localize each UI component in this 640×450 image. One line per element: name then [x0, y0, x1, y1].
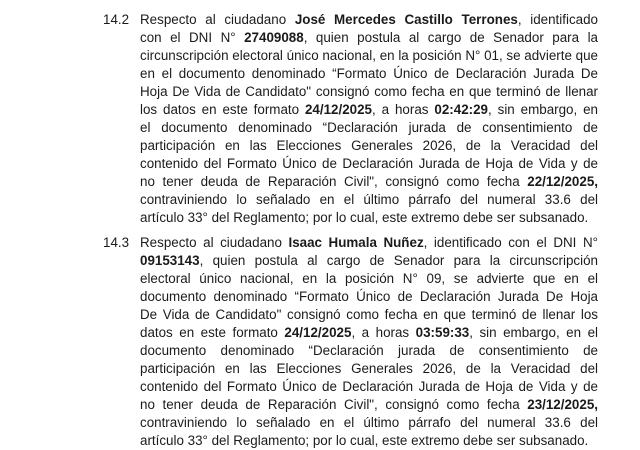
- text-segment: artículo 33° del Reglamento; por lo cual, este extremo debe ser subsanado.: [140, 210, 589, 225]
- paragraph-line: [140, 342, 598, 360]
- text-segment: participación en las Elecciones Generales 2026, de la Veracidad del: [140, 138, 598, 153]
- paragraph-line: [140, 137, 598, 155]
- text-segment: , a horas: [372, 102, 435, 117]
- text-segment: contraviniendo lo señalado en el último párrafo del numeral 33.6 del: [140, 192, 598, 207]
- paragraph-line: [140, 432, 598, 450]
- paragraph-line: [140, 209, 598, 227]
- text-segment: , sin embargo, en: [488, 102, 599, 117]
- text-segment: , a horas: [351, 325, 416, 340]
- emphasis-text: 24/12/2025: [284, 325, 352, 340]
- emphasis-text: José Mercedes Castillo Terrones: [294, 12, 518, 27]
- paragraph-line: [140, 47, 598, 65]
- text-segment: en el documento denominado “Formato Único de Declaración Jurada De: [140, 66, 598, 81]
- text-segment: Respecto al ciudadano: [140, 235, 289, 250]
- text-segment: participación en las Elecciones Generales 2026, de la Veracidad del: [140, 361, 598, 376]
- paragraph-number: 14.3: [103, 235, 130, 250]
- text-segment: los datos en este formato: [140, 102, 305, 117]
- paragraph-14-2: [103, 11, 640, 227]
- paragraph-line: [140, 306, 598, 324]
- emphasis-text: 22/12/2025,: [527, 174, 598, 189]
- text-segment: , quien postula al cargo de Senador para la: [303, 30, 599, 45]
- text-segment: datos en este formato: [140, 325, 285, 340]
- paragraph-line: [140, 414, 598, 432]
- paragraph-line: [140, 288, 598, 306]
- paragraph-line: [140, 191, 598, 209]
- paragraph-line: [140, 378, 598, 396]
- paragraph-line: [140, 119, 598, 137]
- text-segment: no tener deuda de Reparación Civil", consignó como fecha: [140, 397, 528, 412]
- paragraph-line: [140, 101, 598, 119]
- emphasis-text: Isaac Humala Nuñez: [288, 235, 424, 250]
- text-segment: circunscripción electoral único nacional, en la posición N° 01, se advierte que: [140, 48, 598, 63]
- paragraph-line: [140, 83, 598, 101]
- text-segment: contenido del Formato Único de Declaración Jurada de Hoja de Vida y de: [140, 156, 598, 171]
- text-segment: no tener deuda de Reparación Civil", consignó como fecha: [140, 174, 528, 189]
- text-segment: el documento denominado “Declaración jurada de consentimiento de: [140, 120, 598, 135]
- paragraph-line: [140, 65, 598, 83]
- emphasis-text: 03:59:33: [415, 325, 470, 340]
- text-segment: con el DNI N°: [140, 30, 245, 45]
- text-segment: contraviniendo lo señalado en el último párrafo del numeral 33.6 del: [140, 415, 598, 430]
- paragraph-number: 14.2: [103, 12, 130, 27]
- text-segment: electoral único nacional, en la posición N° 09, se advierte que en el: [140, 271, 598, 286]
- paragraph-line: [140, 252, 598, 270]
- paragraph-body: [140, 234, 598, 450]
- text-segment: documento denominado “Formato Único de Declaración Jurada De Hoja: [140, 289, 598, 304]
- paragraph-line: [140, 396, 598, 414]
- paragraph-14-3: [103, 234, 640, 450]
- text-segment: Hoja De Vida de Candidato" consignó como fecha en que terminó de llenar: [140, 84, 598, 99]
- text-segment: documento denominado “Declaración jurada de consentimiento de: [140, 343, 598, 358]
- text-segment: contenido del Formato Único de Declaración Jurada de Hoja de Vida y de: [140, 379, 598, 394]
- paragraph-list: [0, 11, 640, 450]
- emphasis-text: 23/12/2025,: [527, 397, 598, 412]
- paragraph-line: [140, 29, 598, 47]
- paragraph-line: [140, 155, 598, 173]
- text-segment: artículo 33° del Reglamento; por lo cual, este extremo debe ser subsanado.: [140, 433, 589, 448]
- text-segment: Respecto al ciudadano: [140, 12, 295, 27]
- emphasis-text: 24/12/2025: [304, 102, 373, 117]
- emphasis-text: 27409088: [244, 30, 304, 45]
- emphasis-text: 09153143: [140, 253, 200, 268]
- paragraph-line: [140, 11, 598, 29]
- paragraph-line: [140, 270, 598, 288]
- text-segment: , quien postula al cargo de Senador para la circunscripción: [199, 253, 598, 268]
- paragraph-line: [140, 324, 598, 342]
- text-segment: , sin embargo, en el: [469, 325, 599, 340]
- paragraph-body: [140, 11, 598, 227]
- text-segment: , identificado con el DNI N°: [423, 235, 598, 250]
- emphasis-text: 02:42:29: [434, 102, 488, 117]
- paragraph-line: [140, 234, 598, 252]
- paragraph-line: [140, 360, 598, 378]
- paragraph-line: [140, 173, 598, 191]
- text-segment: De Vida de Candidato" consignó como fecha en que terminó de llenar los: [140, 307, 598, 322]
- text-segment: , identificado: [517, 12, 598, 27]
